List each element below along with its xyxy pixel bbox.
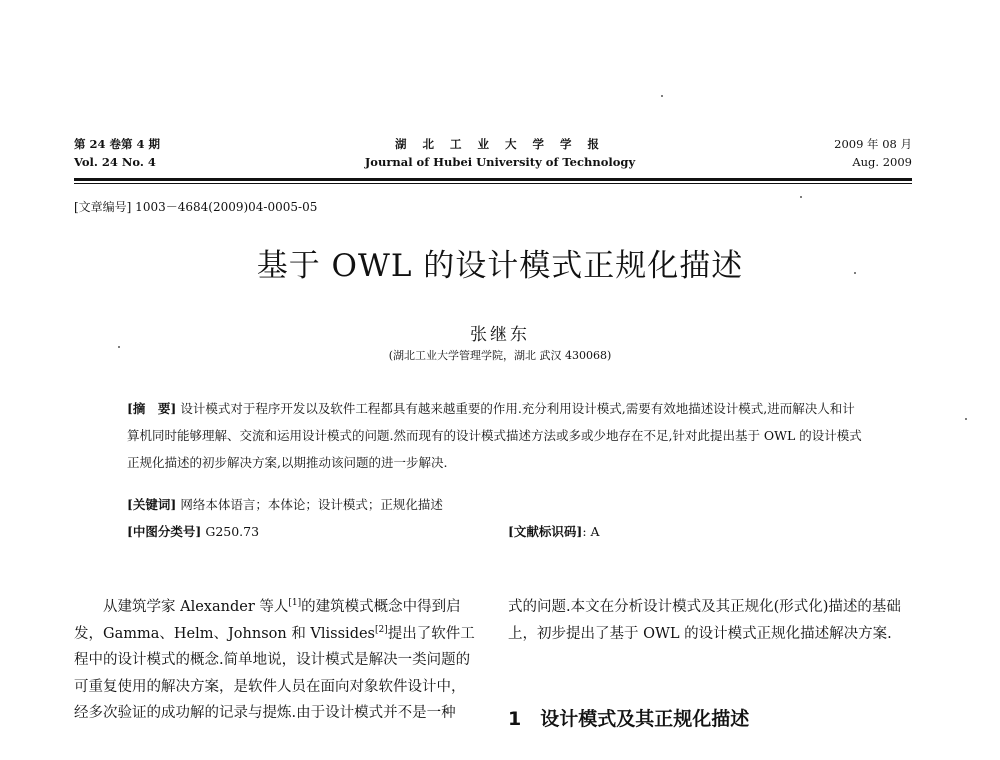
keywords-label: [关键词] bbox=[127, 497, 177, 512]
doc-code-label: [文献标识码] bbox=[508, 524, 583, 539]
header-rule-thick bbox=[74, 178, 912, 181]
scan-speck bbox=[661, 95, 663, 97]
header-rule-thin bbox=[74, 183, 912, 184]
keywords bbox=[127, 495, 443, 513]
doc-code bbox=[508, 522, 600, 540]
body-left-column bbox=[74, 594, 478, 727]
body-right-text: 式的问题.本文在分析设计模式及其正规化(形式化)描述的基础上，初步提出了基于 OWL 的设计模式正规化描述解决方案. bbox=[508, 599, 901, 642]
reference-1: [1] bbox=[288, 598, 302, 609]
issue-cn: 第 24 卷第 4 期 bbox=[74, 137, 161, 151]
abstract-label: [摘 要] bbox=[127, 401, 177, 416]
author-name: 张继东 bbox=[470, 325, 530, 345]
scan-speck bbox=[965, 418, 967, 420]
section-heading: 1 设计模式及其正规化描述 bbox=[508, 708, 750, 730]
body-left-text-b: 的建筑模式概念中得到启发，Gamma、Helm、Johnson 和 Vlissides bbox=[74, 599, 461, 642]
date-cn: 2009 年 08 月 bbox=[834, 137, 912, 151]
classification-value: G250.73 bbox=[205, 524, 260, 539]
scan-speck bbox=[854, 272, 856, 274]
issue-en: Vol. 24 No. 4 bbox=[74, 155, 156, 169]
classification bbox=[127, 522, 259, 540]
date-en: Aug. 2009 bbox=[852, 155, 912, 169]
article-number: [文章编号] 1003－4684(2009)04-0005-05 bbox=[74, 200, 318, 214]
doc-code-value: : A bbox=[582, 524, 600, 539]
scan-speck bbox=[118, 346, 120, 348]
paper-title: 基于 OWL 的设计模式正规化描述 bbox=[256, 248, 744, 284]
reference-2: [2] bbox=[375, 624, 388, 635]
body-left-text-c: 提出了软件工程中的设计模式的概念.简单地说，设计模式是解决一类问题的可重复使用的解决方案，是软件人员在面向对象软件设计中，经多次验证的成功解的记录与提炼.由于设计模式并不是一种 bbox=[74, 625, 475, 721]
abstract bbox=[127, 395, 862, 476]
abstract-text: 设计模式对于程序开发以及软件工程都具有越来越重要的作用.充分利用设计模式,需要有效地描述设计模式,进而解决人和计算机同时能够理解、交流和运用设计模式的问题.然而现有的设计模式描述方法或多或少地存在不足,针对此提出基于 OWL 的设计模式正规化描述的初步解决方案,以期推动该问题的进一步解决. bbox=[127, 401, 862, 470]
keywords-text: 网络本体语言；本体论；设计模式；正规化描述 bbox=[180, 497, 443, 512]
classification-label: [中图分类号] bbox=[127, 524, 202, 539]
scan-speck bbox=[800, 196, 802, 198]
body-right-column bbox=[508, 594, 912, 647]
affiliation: (湖北工业大学管理学院，湖北 武汉 430068) bbox=[388, 349, 612, 362]
journal-cn: 湖 北 工 业 大 学 学 报 bbox=[394, 137, 606, 151]
journal-en: Journal of Hubei University of Technology bbox=[364, 155, 636, 169]
body-left-text-a: 从建筑学家 Alexander 等人 bbox=[103, 599, 289, 615]
